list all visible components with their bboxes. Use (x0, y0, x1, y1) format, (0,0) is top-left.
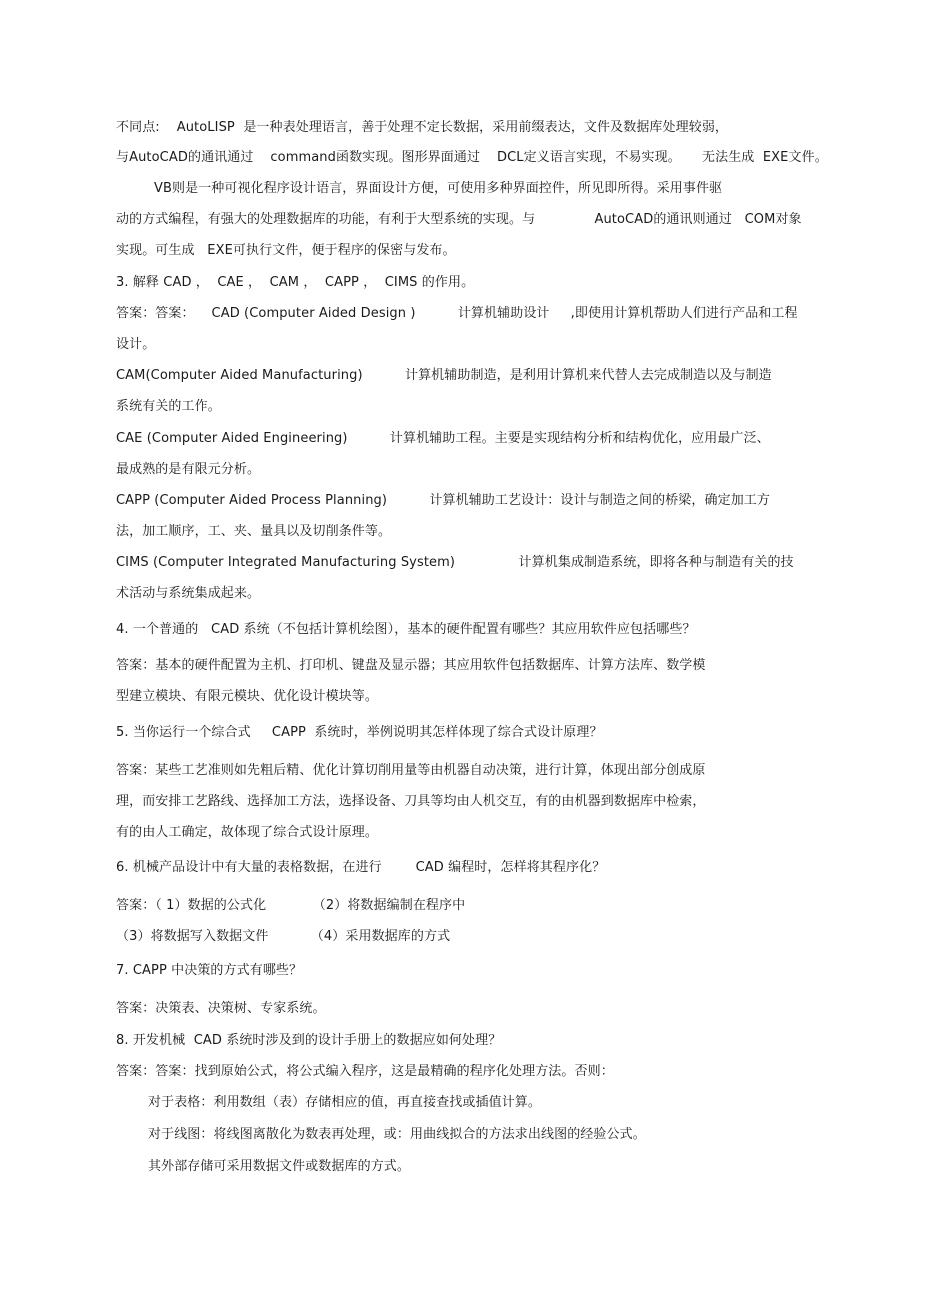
question-heading: 7. CAPP 中决策的方式有哪些？ (116, 963, 303, 978)
text-line: CAE (Computer Aided Engineering) 计算机辅助工程。主要是实现结构分析和结构优化，应用最广泛、 (116, 431, 770, 446)
text-line: 其外部存储可采用数据文件或数据库的方式。 (148, 1159, 411, 1174)
text-line: 型建立模块、有限元模块、优化设计模块等。 (116, 689, 379, 704)
answer-line: 答案：答案： CAD (Computer Aided Design ) 计算机辅助设计 ,即使用计算机帮助人们进行产品和工程 (116, 306, 798, 321)
text-line: 理，而安排工艺路线、选择加工方法，选择设备、刀具等均由人机交互，有的由机器到数据库中检索， (116, 794, 706, 809)
answer-line: 答案：决策表、决策树、专家系统。 (116, 1001, 326, 1016)
answer-line: 答案：答案：找到原始公式，将公式编入程序，这是最精确的程序化处理方法。否则： (116, 1064, 614, 1079)
question-heading: 8. 开发机械 CAD 系统时涉及到的设计手册上的数据应如何处理？ (116, 1033, 502, 1048)
text-line: 术活动与系统集成起来。 (116, 586, 261, 601)
answer-line: 答案：某些工艺准则如先粗后精、优化计算切削用量等由机器自动决策，进行计算，体现出部分创成原 (116, 763, 706, 778)
text-line: 不同点: AutoLISP 是一种表处理语言，善于处理不定长数据，采用前缀表达，文件及数据库处理较弱， (116, 120, 729, 135)
text-line: CAM(Computer Aided Manufacturing) 计算机辅助制造，是利用计算机来代替人去完成制造以及与制造 (116, 368, 772, 383)
text-line: 有的由人工确定，故体现了综合式设计原理。 (116, 825, 379, 840)
answer-line: 答案：（ 1）数据的公式化 （2）将数据编制在程序中 (116, 898, 466, 913)
text-line: CIMS (Computer Integrated Manufacturing System) 计算机集成制造系统，即将各种与制造有关的技 (116, 555, 794, 570)
text-line: CAPP (Computer Aided Process Planning) 计算机辅助工艺设计：设计与制造之间的桥梁，确定加工方 (116, 493, 770, 508)
answer-line: 答案：基本的硬件配置为主机、打印机、键盘及显示器；其应用软件包括数据库、计算方法库、数学模 (116, 658, 706, 673)
text-line: 动的方式编程，有强大的处理数据库的功能，有利于大型系统的实现。与 AutoCAD的通讯则通过 COM对象 (116, 212, 802, 227)
text-line: （3）将数据写入数据文件 （4）采用数据库的方式 (116, 929, 451, 944)
text-line: 实现。可生成 EXE可执行文件，便于程序的保密与发布。 (116, 243, 456, 258)
text-line: 设计。 (116, 337, 156, 352)
text-line: 系统有关的工作。 (116, 399, 221, 414)
text-line: 对于线图：将线图离散化为数表再处理，或：用曲线拟合的方法求出线图的经验公式。 (148, 1127, 646, 1142)
text-line: 最成熟的是有限元分析。 (116, 462, 261, 477)
question-heading: 5. 当你运行一个综合式 CAPP 系统时，举例说明其怎样体现了综合式设计原理？ (116, 725, 603, 740)
text-line: 对于表格：利用数组（表）存储相应的值，再直接查找或插值计算。 (148, 1095, 542, 1110)
text-line: VB则是一种可视化程序设计语言，界面设计方便，可使用多种界面控件，所见即所得。采用事件驱 (154, 181, 723, 196)
text-line: 法，加工顺序，工、夹、量具以及切削条件等。 (116, 524, 392, 539)
question-heading: 4. 一个普通的 CAD 系统（不包括计算机绘图），基本的硬件配置有哪些？其应用软件应包括哪些？ (116, 622, 696, 637)
text-line: 与AutoCAD的通讯通过 command函数实现。图形界面通过 DCL定义语言实现，不易实现。 无法生成 EXE文件。 (116, 150, 828, 165)
question-heading: 6. 机械产品设计中有大量的表格数据，在进行 CAD 编程时，怎样将其程序化？ (116, 860, 606, 875)
question-heading: 3. 解释 CAD ， CAE ， CAM ， CAPP ， CIMS 的作用。 (116, 275, 475, 290)
